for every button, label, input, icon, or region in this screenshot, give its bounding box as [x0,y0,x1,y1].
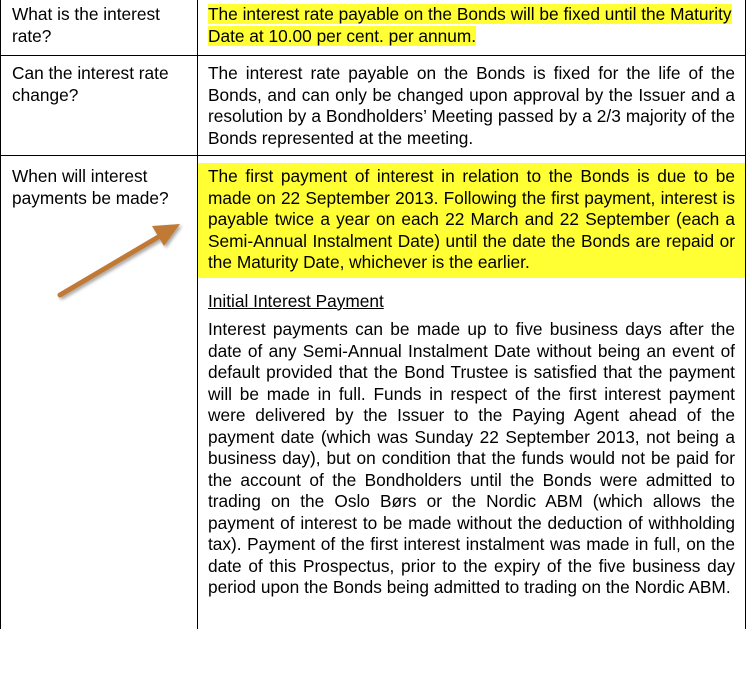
answer-cell [198,156,746,629]
subheading: Initial Interest Payment [208,290,384,311]
table-row [1,156,746,629]
table-row [1,0,746,56]
highlighted-answer-text: The interest rate payable on the Bonds will be fixed until the Maturity Date at 10.00 per cent. per annum. [208,4,732,46]
answer-cell [198,56,746,156]
question-cell [1,56,198,156]
question-text: When will interest payments be made? [12,166,169,208]
question-cell [1,0,198,56]
answer-cell [198,0,746,56]
table-row [1,56,746,156]
body-text: Interest payments can be made up to five business days after the date of any Semi-Annual Instalment Date without being an event of default provided that the Bond Trustee is satisfied that the payment will be made in full. Funds in respect of the first interest payment were delivered by the Issuer to the Paying Agent ahead of the payment date (which was Sunday 22 September 2013, not being a business day), but on condition that the funds would not be paid for the account of the Bondholders until the Bonds were admitted to trading on the Oslo Børs or the Nordic ABM (which allows the payment of interest to be made without the deduction of withholding tax). Payment of the first interest instalment was made in full, on the date of this Prospectus, prior to the expiry of the five business day period upon the Bonds being admitted to trading on the Nordic ABM. [208,319,735,597]
question-cell [1,156,198,629]
answer-text: The interest rate payable on the Bonds is fixed for the life of the Bonds, and can only be changed upon approval by the Issuer and a resolution by a Bondholders’ Meeting passed by a 2/3 majority of the Bonds represented at the meeting. [208,63,735,148]
question-text: Can the interest rate change? [12,63,169,105]
highlighted-answer-block [198,163,745,278]
answer-text: The first payment of interest in relation to the Bonds is due to be made on 22 September 2013. Following the first payment, interest is payable twice a year on each 22 March and 22 September (each a Semi-Annual Instalment Date) until the date the Bonds are repaid or the Maturity Date, whichever is the earlier. [208,166,735,272]
question-text: What is the interest rate? [12,4,160,46]
